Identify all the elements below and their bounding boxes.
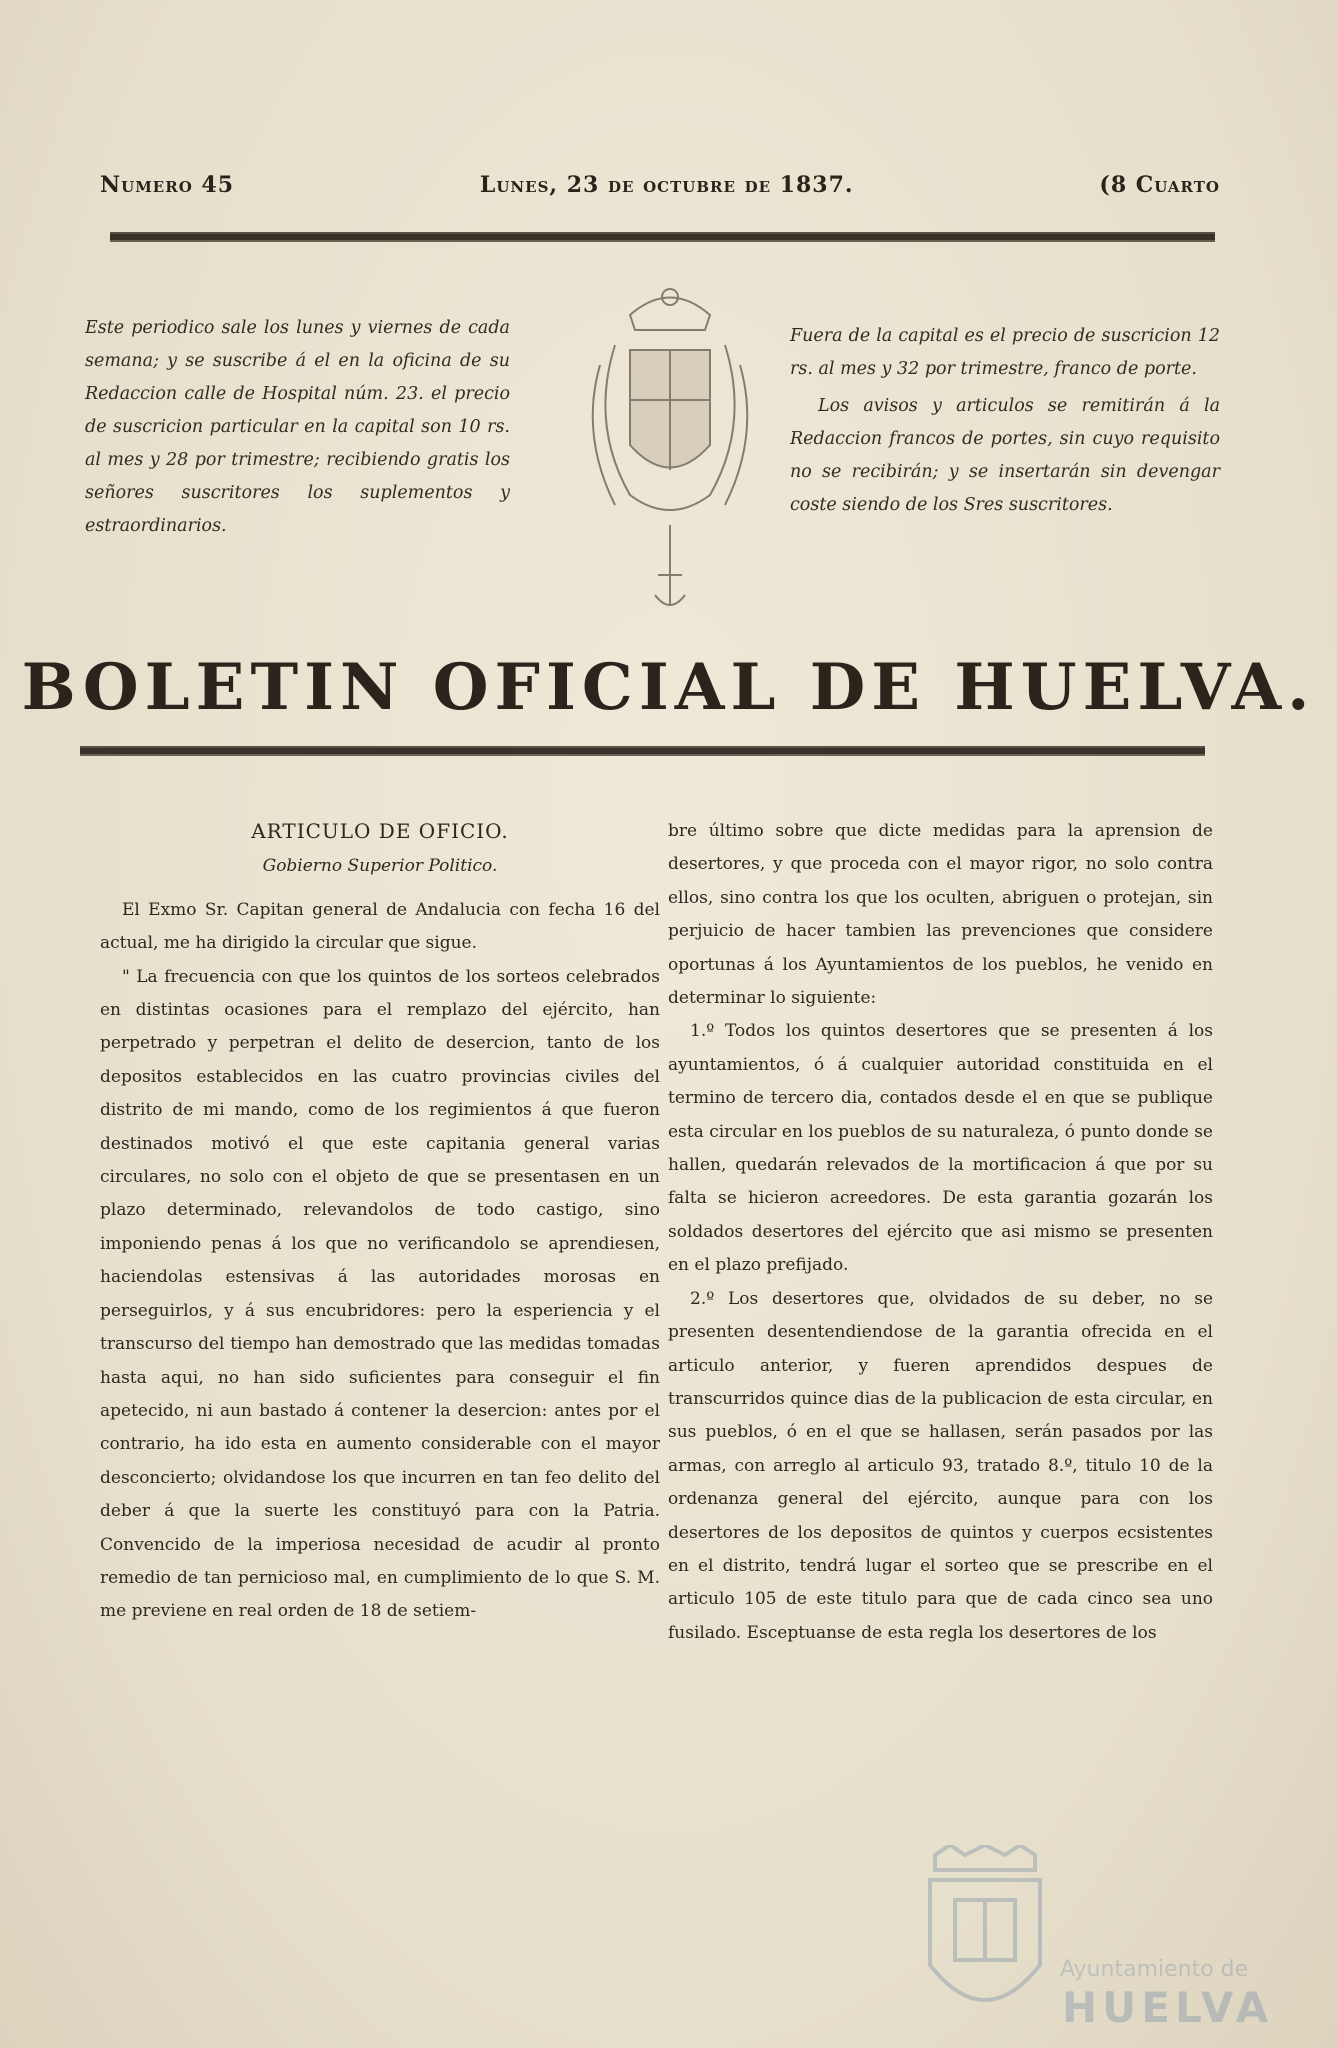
- issue-date: Lunes, 23 de octubre de 1837.: [479, 172, 854, 198]
- article-intro: El Exmo Sr. Capitan general de Andalucia con fecha 16 del actual, me ha dirigido la circular que sigue.: [100, 899, 660, 954]
- coat-of-arms-icon: [570, 275, 770, 625]
- outside-capital-price: Fuera de la capital es el precio de suscricion 12 rs. al mes y 32 por trimestre, franco de porte.: [790, 326, 1220, 379]
- issue-price: (8 Cuarto: [1099, 172, 1220, 198]
- watermark-line-2: HUELVA: [1062, 1983, 1274, 2032]
- item-2-number: 2.º: [690, 1288, 715, 1309]
- newspaper-title: BOLETIN OFICIAL DE HUELVA.: [21, 650, 1316, 725]
- article-column-right: [668, 815, 1213, 1650]
- shield-icon: [920, 1845, 1050, 2035]
- article-item-2: [668, 1283, 1213, 1650]
- subscription-info-right: [790, 320, 1220, 526]
- watermark-logo: [920, 1845, 1280, 2035]
- issue-number: Numero 45: [100, 172, 235, 198]
- article-item-1: [668, 1015, 1213, 1282]
- item-1-number: 1.º: [690, 1021, 715, 1042]
- article-body-left: " La frecuencia con que los quintos de los sorteos celebrados en distintas ocasiones para el remplazo del ejército, han perpetrado y perpetran el delito de desercion, tanto de los depositos establecidos en las cuatro provincias civiles del distrito de mi mando, como de los regimientos á que fueron destinados motivó el que este capitania general varias circulares, no solo con el objeto de que se presentasen en un plazo determinado, relevandolos de todo castigo, sino imponiendo penas á los que no verificandolo se aprendiesen, haciendolas estensivas á las autoridades morosas en perseguirlos, y á sus encubridores: pero la esperiencia y el transcurso del tiempo han demostrado que las medidas tomadas hasta aqui, no han sido suficientes para conseguir el fin apetecido, ni aun bastado á contener la desercion: antes por el contrario, ha ido esta en aumento considerable con el mayor desconcierto; olvidandose los que incurren en tan feo delito del deber á que la suerte les constituyó para con la Patria. Convencido de la imperiosa necesidad de acudir al pronto remedio de tan pernicioso mal, en cumplimiento de lo que S. M. me previene en real orden de 18 de setiem-: [100, 966, 660, 1622]
- title-divider: [80, 746, 1205, 756]
- watermark-line-1: Ayuntamiento de: [1060, 1957, 1249, 1982]
- subscription-info-left: [85, 312, 510, 547]
- article-column-left: [100, 815, 660, 1629]
- notices-info: Los avisos y articulos se remitirán á la Redaccion francos de portes, sin cuyo requisito no se recibirán; y se insertarán sin devengar coste siendo de los Sres suscritores.: [790, 396, 1220, 515]
- top-divider: [110, 232, 1215, 242]
- article-subheading: Gobierno Superior Politico.: [262, 856, 498, 877]
- item-1-text: Todos los quintos desertores que se presenten á los ayuntamientos, ó á cualquier autoridad constituida en el termino de tercero dia, contados desde el en que se publique esta circular en los pueblos de su naturaleza, ó punto donde se hallen, quedarán relevados de la mortificacion á que por su falta se hicieron acreedores. De esta garantia gozarán los soldados desertores del ejército que asi mismo se presenten en el plazo prefijado.: [668, 1021, 1213, 1276]
- article-body-right: bre último sobre que dicte medidas para la aprension de desertores, y que proceda con el mayor rigor, no solo contra ellos, sino contra los que los oculten, abriguen o protejan, sin perjuicio de hacer tambien las prevenciones que considere oportunas á los Ayuntamientos de los pueblos, he venido en determinar lo siguiente:: [668, 821, 1213, 1009]
- item-2-text: Los desertores que, olvidados de su deber, no se presenten desentendiendose de la garantia ofrecida en el articulo anterior, y fueren aprendidos despues de transcurridos quince dias de la publicacion de esta circular, en sus pueblos, ó en el que se hallasen, serán pasados por las armas, con arreglo al articulo 93, tratado 8.º, titulo 10 de la ordenanza general del ejército, aunque para con los desertores de los depositos de quintos y cuerpos ecsistentes en el distrito, tendrá lugar el sorteo que se prescribe en el articulo 105 de este titulo para que de cada cinco sea uno fusilado. Esceptuanse de esta regla los desertores de los: [668, 1288, 1214, 1643]
- subscription-text: Este periodico sale los lunes y viernes de cada semana; y se suscribe á el en la oficina de su Redaccion calle de Hospital núm. 23. el precio de suscricion particular en la capital son 10 rs. al mes y 28 por trimestre; recibiendo gratis los señores suscritores los suplementos y estraordinarios.: [85, 318, 510, 536]
- article-heading: ARTICULO DE OFICIO.: [251, 819, 509, 843]
- masthead: [100, 165, 1220, 205]
